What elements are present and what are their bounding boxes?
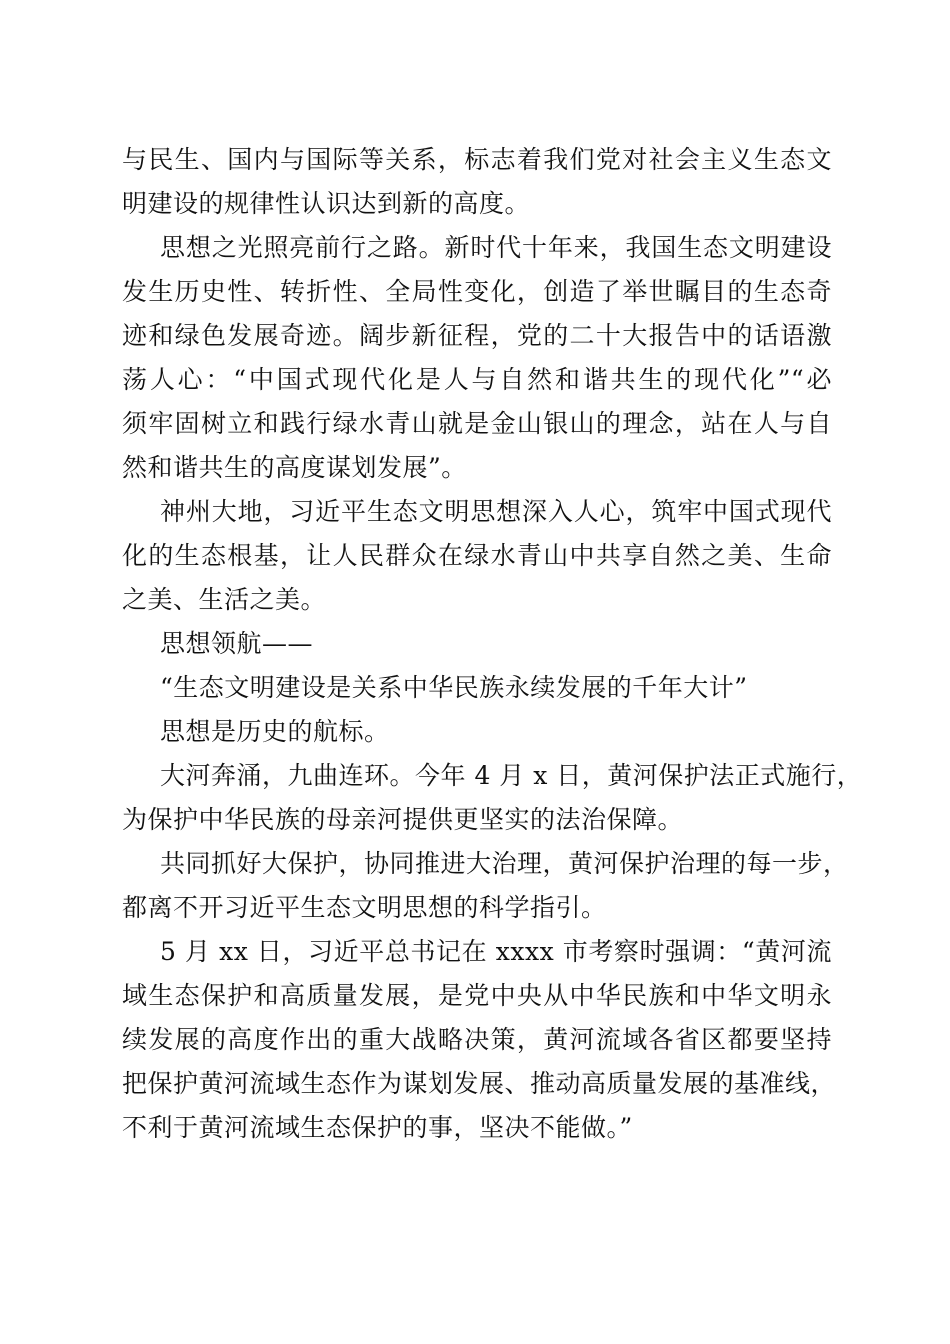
text-line: 与民生、国内与国际等关系，标志着我们党对社会主义生态文 — [122, 145, 832, 174]
text-line: 思想是历史的航标。 — [160, 717, 390, 746]
text-line: 须牢固树立和践行绿水青山就是金山银山的理念，站在人与自 — [122, 409, 832, 438]
text-line: 发生历史性、转折性、全局性变化，创造了举世瞩目的生态奇 — [122, 277, 832, 306]
section-subtitle: “生态文明建设是关系中华民族永续发展的千年大计” — [160, 673, 748, 702]
text-line: 化的生态根基，让人民群众在绿水青山中共享自然之美、生命 — [122, 541, 832, 570]
text-line: 把保护黄河流域生态作为谋划发展、推动高质量发展的基准线， — [122, 1069, 837, 1098]
text-line: 不利于黄河流域生态保护的事，坚决不能做。” — [122, 1113, 633, 1142]
text-line: 然和谐共生的高度谋划发展”。 — [122, 453, 467, 482]
text-line: 5 月 xx 日，习近平总书记在 xxxx 市考察时强调：“黄河流 — [160, 937, 832, 966]
text-line: 荡人心：“中国式现代化是人与自然和谐共生的现代化”“必 — [122, 365, 832, 394]
document-body — [122, 138, 863, 1150]
text-line: 思想之光照亮前行之路。新时代十年来，我国生态文明建设 — [160, 233, 832, 262]
text-line: 明建设的规律性认识达到新的高度。 — [122, 189, 531, 218]
text-line: 为保护中华民族的母亲河提供更坚实的法治保障。 — [122, 805, 684, 834]
section-heading: 思想领航—— — [160, 629, 314, 658]
text-line: 迹和绿色发展奇迹。阔步新征程，党的二十大报告中的话语激 — [122, 321, 832, 350]
text-line: 大河奔涌，九曲连环。今年 4 月 x 日，黄河保护法正式施行， — [160, 761, 863, 790]
text-line: 神州大地，习近平生态文明思想深入人心，筑牢中国式现代 — [160, 497, 832, 526]
text-line: 都离不开习近平生态文明思想的科学指引。 — [122, 893, 607, 922]
text-line: 共同抓好大保护，协同推进大治理，黄河保护治理的每一步， — [160, 849, 849, 878]
text-line: 之美、生活之美。 — [122, 585, 327, 614]
text-line: 续发展的高度作出的重大战略决策，黄河流域各省区都要坚持 — [122, 1025, 832, 1054]
text-line: 域生态保护和高质量发展，是党中央从中华民族和中华文明永 — [122, 981, 832, 1010]
